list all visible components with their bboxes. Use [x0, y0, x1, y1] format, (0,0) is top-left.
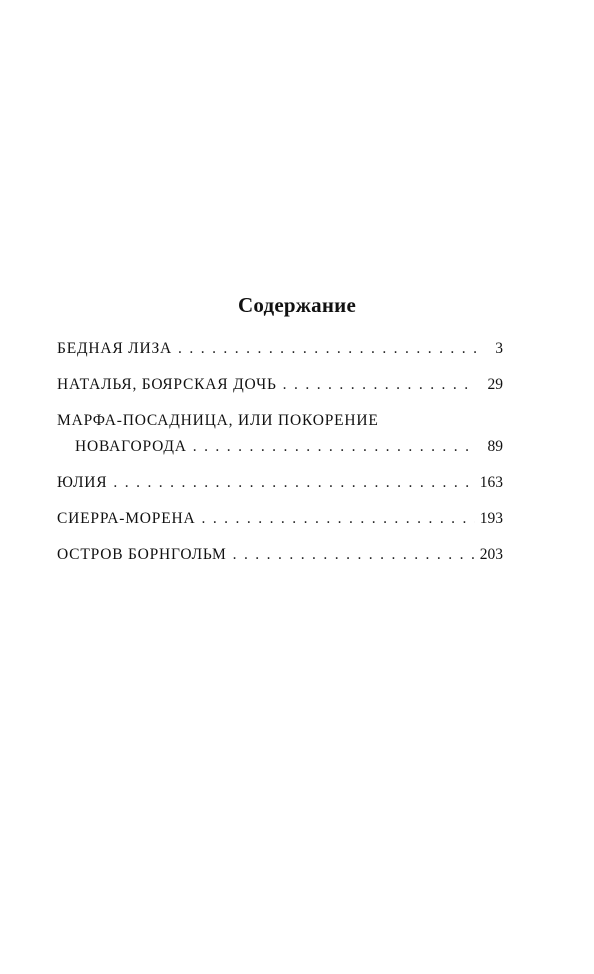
toc-page-number: 193 [479, 510, 503, 527]
toc-entry-title-line2: НОВАГОРОДА [75, 438, 187, 455]
toc-entry-title: ОСТРОВ БОРНГОЛЬМ [57, 546, 227, 563]
toc-page-number: 29 [487, 376, 503, 393]
toc-page-number: 163 [479, 474, 503, 491]
toc-entry[interactable] [57, 336, 503, 362]
dot-leader [233, 542, 475, 568]
table-of-contents [57, 336, 503, 568]
dot-leader [178, 336, 476, 362]
toc-page-number: 89 [487, 438, 503, 455]
dot-leader [193, 434, 476, 460]
toc-entry[interactable] [57, 408, 503, 460]
toc-entry[interactable] [57, 506, 503, 532]
toc-entry-title: БЕДНАЯ ЛИЗА [57, 340, 173, 357]
dot-leader [113, 470, 474, 496]
toc-entry-title: СИЕРРА-МОРЕНА [57, 510, 196, 527]
toc-entry-title: НАТАЛЬЯ, БОЯРСКАЯ ДОЧЬ [57, 376, 277, 393]
toc-entry-title: ЮЛИЯ [57, 474, 108, 491]
toc-entry[interactable] [57, 470, 503, 496]
dot-leader [201, 506, 474, 532]
dot-leader [283, 372, 476, 398]
toc-page-number: 203 [479, 546, 503, 563]
toc-page-number: 3 [495, 340, 503, 357]
toc-entry-title-line1: МАРФА-ПОСАДНИЦА, ИЛИ ПОКОРЕНИЕ [57, 412, 379, 429]
toc-entry[interactable] [57, 542, 503, 568]
toc-entry[interactable] [57, 372, 503, 398]
toc-heading: Содержание [238, 293, 356, 317]
